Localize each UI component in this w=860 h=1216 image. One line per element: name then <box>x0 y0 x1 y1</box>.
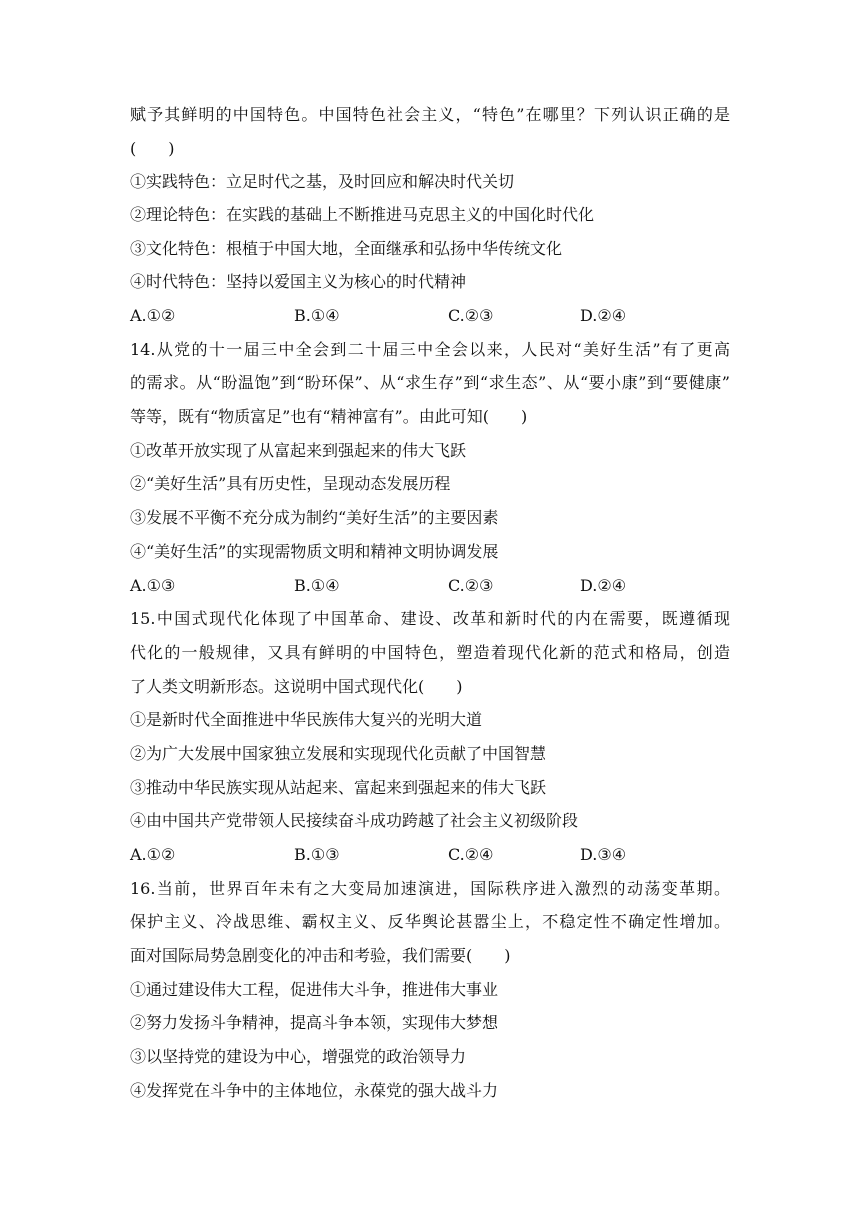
statement-3: ③文化特色：根植于中国大地，全面继承和弘扬中华传统文化 <box>130 239 563 258</box>
option-a: A.①② <box>130 845 176 864</box>
statement-3: ③发展不平衡不充分成为制约“美好生活”的主要因素 <box>130 508 499 527</box>
statement-4: ④发挥党在斗争中的主体地位，永葆党的强大战斗力 <box>130 1081 499 1100</box>
option-c: C.②③ <box>448 306 494 325</box>
option-d: D.③④ <box>580 845 627 864</box>
answer-options <box>130 844 730 866</box>
question-16-stem: 16.当前，世界百年未有之大变局加速演进，国际秩序进入激烈的动荡变革期。 <box>130 879 730 898</box>
statement-1: ①实践特色：立足时代之基，及时回应和解决时代关切 <box>130 172 515 191</box>
answer-options <box>130 305 730 327</box>
answer-options <box>130 575 730 597</box>
option-d: D.②④ <box>580 576 627 595</box>
statement-4: ④“美好生活”的实现需物质文明和精神文明协调发展 <box>130 542 499 561</box>
statement-2: ②理论特色：在实践的基础上不断推进马克思主义的中国化时代化 <box>130 205 595 224</box>
statement-2: ②“美好生活”具有历史性，呈现动态发展历程 <box>130 474 451 493</box>
option-a: A.①③ <box>130 576 176 595</box>
question-14-stem: 等等，既有“物质富足”也有“精神富有”。由此可知( ) <box>130 407 528 426</box>
statement-2: ②努力发扬斗争精神，提高斗争本领，实现伟大梦想 <box>130 1013 499 1032</box>
option-c: C.②④ <box>448 845 494 864</box>
option-a: A.①② <box>130 306 176 325</box>
answer-bracket: ( ) <box>130 139 175 158</box>
question-15-stem: 了人类文明新形态。这说明中国式现代化( ) <box>130 677 463 696</box>
statement-1: ①是新时代全面推进中华民族伟大复兴的光明大道 <box>130 710 483 729</box>
statement-3: ③以坚持党的建设为中心，增强党的政治领导力 <box>130 1047 467 1066</box>
question-14-stem: 14.从党的十一届三中全会到二十届三中全会以来，人民对“美好生活”有了更高 <box>130 340 730 359</box>
statement-3: ③推动中华民族实现从站起来、富起来到强起来的伟大飞跃 <box>130 778 547 797</box>
question-14-stem: 的需求。从“盼温饱”到“盼环保”、从“求生存”到“求生态”、从“要小康”到“要健康” <box>130 373 730 392</box>
statement-4: ④时代特色：坚持以爱国主义为核心的时代精神 <box>130 272 467 291</box>
text-line: 赋予其鲜明的中国特色。中国特色社会主义，“特色”在哪里？下列认识正确的是 <box>130 105 730 124</box>
statement-1: ①通过建设伟大工程，促进伟大斗争，推进伟大事业 <box>130 980 499 999</box>
option-d: D.②④ <box>580 306 627 325</box>
question-16-stem: 面对国际局势急剧变化的冲击和考验，我们需要( ) <box>130 946 511 965</box>
question-15-stem: 代化的一般规律，又具有鲜明的中国特色，塑造着现代化新的范式和格局，创造 <box>130 643 730 662</box>
question-15-stem: 15.中国式现代化体现了中国革命、建设、改革和新时代的内在需要，既遵循现 <box>130 609 730 628</box>
option-c: C.②③ <box>448 576 494 595</box>
option-b: B.①④ <box>294 576 340 595</box>
option-b: B.①④ <box>294 306 340 325</box>
statement-4: ④由中国共产党带领人民接续奋斗成功跨越了社会主义初级阶段 <box>130 811 579 830</box>
option-b: B.①③ <box>294 845 340 864</box>
statement-1: ①改革开放实现了从富起来到强起来的伟大飞跃 <box>130 441 467 460</box>
question-16-stem: 保护主义、冷战思维、霸权主义、反华舆论甚嚣尘上，不稳定性不确定性增加。 <box>130 912 730 931</box>
statement-2: ②为广大发展中国家独立发展和实现现代化贡献了中国智慧 <box>130 744 547 763</box>
